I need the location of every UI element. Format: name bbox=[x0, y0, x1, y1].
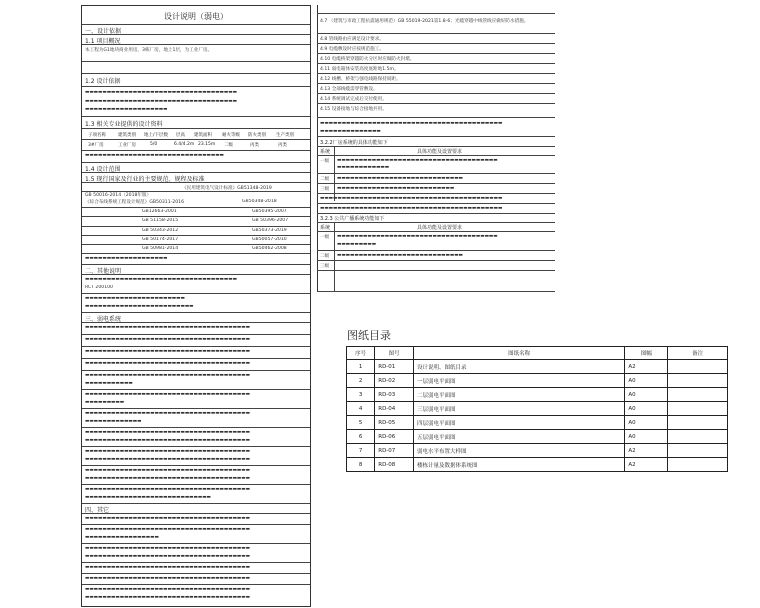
row-note bbox=[668, 402, 728, 416]
row-size: A0 bbox=[625, 402, 668, 416]
row-no: 1 bbox=[347, 360, 375, 374]
row-no: 3 bbox=[347, 388, 375, 402]
row-note bbox=[668, 360, 728, 374]
func-level: 三级 bbox=[320, 264, 330, 269]
table-row bbox=[347, 402, 728, 416]
row-name: 楼栋计量及数据体系统图 bbox=[413, 458, 624, 472]
table-header: 生产类别 bbox=[276, 133, 294, 138]
row-code: RD-06 bbox=[375, 430, 414, 444]
table-row bbox=[347, 388, 728, 402]
group-heading: 3.2.2厂房系统的具体功能如下 bbox=[320, 140, 388, 146]
section-heading: 1.1 项目概况 bbox=[85, 38, 121, 45]
row-size: A0 bbox=[625, 374, 668, 388]
row-no: 2 bbox=[347, 374, 375, 388]
row-name: 三层弱电平面图 bbox=[413, 402, 624, 416]
row-name: 一层弱电平面图 bbox=[413, 374, 624, 388]
note-item: 4.12 线槽、桥架与强电线路保持间距。 bbox=[320, 77, 401, 82]
note-item: 4.14 系统调试完成后交付使用。 bbox=[320, 97, 387, 102]
row-code: RD-03 bbox=[375, 388, 414, 402]
table-header: 建筑类别 bbox=[118, 133, 136, 138]
row-code: RD-05 bbox=[375, 416, 414, 430]
row-no: 7 bbox=[347, 444, 375, 458]
table-cell: 丙类 bbox=[278, 143, 287, 148]
right-notes-panel: 4.7 （建筑与市政工程抗震通用规范）GB 55019-2021第1.8-6；光缆穿越中线管线应做好防水措施。 4.8 管线路由应满足设计要求。 4.9 电缆敷设时应按规范施工。 4.10 电缆桥架穿越防火分区时应做防火封堵。 4.11 弱电箱体安装高度底距地1.5m。 4.12 线槽、桥架与强电线路保持间距。 4.13 全部线缆需穿管敷设。 4.14 系统调试完成后交付使用。 4.15 设备接地与综合接地共用。 ▬▬▬▬▬▬▬▬▬▬▬▬▬▬▬▬▬▬▬▬▬▬▬▬▬▬▬▬▬▬▬▬▬▬▬▬▬▬▬▬▬▬ ▬▬▬▬▬▬▬▬▬▬▬▬▬▬ 3.2.2厂房系统的具体功能如下 系统 具体功能及设置要求 一级 ▬▬▬▬▬▬▬▬▬▬▬▬▬▬▬▬▬▬▬▬▬▬▬▬▬▬▬▬▬▬▬▬▬▬▬▬▬ ▬▬▬▬▬▬▬▬▬▬▬▬ 二级 ▬▬▬▬▬▬▬▬▬▬▬▬▬▬▬▬▬▬▬▬▬▬▬▬▬▬▬▬▬ 三级 ▬▬▬▬▬▬▬▬▬▬▬▬▬▬▬▬▬▬▬▬▬▬▬▬▬▬▬ ▬▬▬▬▬▬▬▬▬▬▬▬▬▬▬▬▬▬▬▬▬▬▬▬▬▬▬▬▬▬▬▬▬▬▬▬▬▬▬▬▬▬ ▬▬▬▬▬▬▬▬▬▬▬▬▬▬▬▬▬▬▬▬▬▬▬▬▬▬▬▬▬▬▬▬▬▬▬▬▬▬▬▬▬▬ 3.2.3 公共广播系统功能如下 系统 具体功能及设置要求 一级 ▬▬▬▬▬▬▬▬▬▬▬▬▬▬▬▬▬▬▬▬▬▬▬▬▬▬▬▬▬▬▬▬▬▬▬▬▬ ▬▬▬▬▬▬▬▬▬ 二级 ▬▬▬▬▬▬▬▬▬▬▬▬▬▬▬▬▬▬▬▬▬▬▬▬▬▬▬▬▬ 三级 bbox=[317, 5, 757, 305]
table-header: 地上/下层数 bbox=[144, 133, 169, 138]
row-code: RD-04 bbox=[375, 402, 414, 416]
row-size: A2 bbox=[625, 444, 668, 458]
table-cell: 工业厂房 bbox=[118, 143, 136, 148]
col-header: 备注 bbox=[668, 347, 728, 360]
row-size: A0 bbox=[625, 388, 668, 402]
table-cell: 5/0 bbox=[150, 142, 158, 147]
func-level: 二级 bbox=[320, 177, 330, 182]
section-heading: 1.5 现行国家及行业的主要规范、规程及标准 bbox=[85, 176, 205, 183]
code-item: GB 50981-2014 bbox=[142, 246, 179, 251]
row-no: 6 bbox=[347, 430, 375, 444]
table-cell: 6.4/4.2m bbox=[174, 142, 195, 147]
drawing-list-title: 图纸目录 bbox=[347, 329, 391, 342]
group-heading: 3.2.3 公共广播系统功能如下 bbox=[320, 216, 385, 222]
table-row bbox=[347, 360, 728, 374]
row-code: RD-01 bbox=[375, 360, 414, 374]
row-no: 4 bbox=[347, 402, 375, 416]
section-heading: 三、弱电系统 bbox=[85, 316, 122, 323]
row-no: 8 bbox=[347, 458, 375, 472]
func-header-system: 系统 bbox=[320, 149, 331, 155]
drawing-list-table bbox=[346, 346, 728, 472]
table-header: 防火类别 bbox=[248, 133, 266, 138]
code-item: GB 50396-2007 bbox=[252, 218, 289, 223]
row-name: 弱电水平布置大样图 bbox=[413, 444, 624, 458]
note-item: 4.10 电缆桥架穿越防火分区时应做防火封堵。 bbox=[320, 57, 415, 62]
code-item: GB50462-2008 bbox=[252, 246, 287, 251]
row-name: 二层弱电平面图 bbox=[413, 388, 624, 402]
code-item: GB 51158-2015 bbox=[142, 218, 179, 223]
note-item: 4.8 管线路由应满足设计要求。 bbox=[320, 37, 384, 42]
row-note bbox=[668, 388, 728, 402]
code-item: GB12663-2001 bbox=[142, 209, 177, 214]
table-cell: 丙类 bbox=[250, 143, 259, 148]
note-item: 4.11 弱电箱体安装高度底距地1.5m。 bbox=[320, 67, 399, 72]
code-item: GB50348-2018 bbox=[242, 199, 277, 204]
table-cell: 3#厂房 bbox=[88, 143, 104, 148]
col-header: 图纸名称 bbox=[413, 347, 624, 360]
row-size: A0 bbox=[625, 430, 668, 444]
row-note bbox=[668, 444, 728, 458]
func-header-desc: 具体功能及设置要求 bbox=[417, 149, 463, 155]
func-level: 三级 bbox=[320, 187, 330, 192]
section-heading: 1.2 设计依据 bbox=[85, 78, 121, 85]
func-level: 一级 bbox=[320, 159, 330, 164]
note-item: 4.13 全部线缆需穿管敷设。 bbox=[320, 87, 378, 92]
table-row bbox=[347, 374, 728, 388]
row-note bbox=[668, 374, 728, 388]
func-header-desc: 具体功能及设置要求 bbox=[417, 225, 463, 231]
code-item: GB50395-2007 bbox=[252, 209, 287, 214]
code-item: 《民用建筑电气设计标准》GB51348-2019 bbox=[182, 186, 272, 191]
row-code: RD-02 bbox=[375, 374, 414, 388]
func-level: 一级 bbox=[320, 235, 330, 240]
func-level: 二级 bbox=[320, 254, 330, 259]
section-heading: 四、其它 bbox=[85, 507, 110, 514]
row-name: 设计说明、图纸目录 bbox=[413, 360, 624, 374]
row-note bbox=[668, 430, 728, 444]
table-header: 子项名称 bbox=[88, 133, 106, 138]
row-size: A2 bbox=[625, 458, 668, 472]
col-header: 图号 bbox=[375, 347, 414, 360]
design-notes-panel: 设计说明（弱电） 一、设计依据 1.1 项目概况 本工程为G1地块商业用房，3栋厂房，地上1层，为工业厂房。 1.2 设计依据 ▬▬▬▬▬▬▬▬▬▬▬▬▬▬▬▬▬▬▬▬▬▬▬▬▬▬▬▬▬▬▬▬▬▬▬ ▬▬▬▬▬▬▬▬▬▬▬▬▬▬▬▬▬▬▬▬▬▬▬▬▬▬▬▬▬▬▬▬▬▬▬ ▬▬▬▬▬▬▬▬▬▬▬▬▬▬▬▬▬▬▬ 1.3 相关专业提供的设计资料 子项名称 建筑类别 地上/下层数 层高 建筑面积 耐火等级 防火类别 生产类别 3#厂房 工业厂房 5/0 6.4/4.2m 23.15m 二级 丙类 丙类 ▬▬▬▬▬▬▬▬▬▬▬▬▬▬▬▬▬▬▬▬▬▬▬▬▬▬▬▬▬▬▬▬ 1.4 设计范围 1.5 现行国家及行业的主要规范、规程及标准 《民用建筑电气设计标准》GB51348-2019 GB 50016-2014（2018年版） 《综合布线系统工程设计规范》GB50311-2016 GB50348-2018 GB12663-2001 GB50395-2007 GB 51158-2015 GB 50396-2007 GB 50343-2012 GB50373-2019 GB 50174-2017 GB50057-2010 GB 50981-2014 GB50462-2008 ▬▬▬▬▬▬▬▬▬▬▬▬▬▬▬▬▬▬▬ 二、其他说明 ▬▬▬▬▬▬▬▬▬▬▬▬▬▬▬▬▬▬▬▬▬▬▬▬▬▬▬▬▬▬▬▬▬▬▬ RCT 200100 ▬▬▬▬▬▬▬▬▬▬▬▬▬▬▬▬▬▬▬▬▬▬▬ ▬▬▬▬▬▬▬▬▬▬▬▬▬▬▬▬▬▬▬▬▬▬▬▬▬ 三、弱电系统 ▬▬▬▬▬▬▬▬▬▬▬▬▬▬▬▬▬▬▬▬▬▬▬▬▬▬▬▬▬▬▬▬▬▬▬▬▬▬ ▬▬▬▬▬▬▬▬▬▬▬▬▬▬▬▬▬▬▬▬▬▬▬▬▬▬▬▬▬▬▬▬▬▬▬▬▬▬ ▬▬▬▬▬▬▬▬▬▬▬▬▬▬▬▬▬▬▬▬▬▬▬▬▬▬▬▬▬▬▬▬▬▬▬▬▬▬ ▬▬▬▬▬▬▬▬▬▬▬▬▬▬▬▬▬▬▬▬▬▬▬▬▬▬▬▬▬▬▬▬▬▬▬▬▬▬ ▬▬▬▬▬▬▬▬▬▬▬▬▬▬▬▬▬▬▬▬▬▬▬▬▬▬▬▬▬▬▬▬▬▬▬▬▬▬ ▬▬▬▬▬▬▬▬▬▬▬ ▬▬▬▬▬▬▬▬▬▬▬▬▬▬▬▬▬▬▬▬▬▬▬▬▬▬▬▬▬▬▬▬▬▬▬▬▬▬ ▬▬▬▬▬▬▬▬▬ ▬▬▬▬▬▬▬▬▬▬▬▬▬▬▬▬▬▬▬▬▬▬▬▬▬▬▬▬▬▬▬▬▬▬▬▬▬▬ ▬▬▬▬▬▬▬▬▬▬▬▬▬ ▬▬▬▬▬▬▬▬▬▬▬▬▬▬▬▬▬▬▬▬▬▬▬▬▬▬▬▬▬▬▬▬▬▬▬▬▬▬ ▬▬▬▬▬▬▬▬▬▬▬▬▬▬▬▬▬▬▬▬▬▬▬▬▬▬▬▬▬▬▬▬▬▬▬▬▬▬ ▬▬▬▬▬▬▬▬▬▬▬▬▬▬▬▬▬▬▬▬▬▬▬▬▬▬▬▬▬▬▬▬▬▬▬▬▬▬ ▬▬▬▬▬▬▬▬▬▬▬▬▬▬▬▬▬▬▬▬▬▬▬▬▬▬▬▬▬▬▬▬▬▬▬▬▬▬ ▬▬▬▬▬▬▬▬▬▬▬▬▬▬▬▬▬▬▬▬▬▬▬▬▬▬▬▬▬▬▬▬▬▬▬▬▬▬ ▬▬▬▬▬▬▬▬▬▬▬▬▬▬▬▬▬▬▬▬▬▬▬▬▬▬▬▬▬▬▬▬▬▬▬▬▬▬ ▬▬▬▬▬▬▬▬▬▬▬▬▬▬▬▬▬▬▬▬▬▬▬▬▬▬▬▬▬▬▬▬▬▬▬▬▬▬ ▬▬▬▬▬▬▬▬▬▬▬▬▬▬▬▬▬▬▬▬▬▬▬▬▬▬▬▬▬ 四、其它 ▬▬▬▬▬▬▬▬▬▬▬▬▬▬▬▬▬▬▬▬▬▬▬▬▬▬▬▬▬▬▬▬▬▬▬▬▬▬ ▬▬▬▬▬▬▬▬▬▬▬▬▬▬▬▬▬▬▬▬▬▬▬▬▬▬▬▬▬▬▬▬▬▬▬▬▬▬ ▬▬▬▬▬▬▬▬▬▬▬▬▬▬▬▬▬ ▬▬▬▬▬▬▬▬▬▬▬▬▬▬▬▬▬▬▬▬▬▬▬▬▬▬▬▬▬▬▬▬▬▬▬▬▬▬ ▬▬▬▬▬▬▬▬▬▬▬▬▬▬▬▬▬▬▬▬▬▬▬▬▬▬▬▬▬▬▬▬▬▬▬▬▬▬ ▬▬▬▬▬▬▬▬▬▬▬▬▬▬▬▬▬▬▬▬▬▬▬▬▬▬▬▬▬▬▬▬▬▬▬▬▬▬ ▬▬▬▬▬▬▬▬▬▬▬▬▬▬▬▬▬▬▬▬▬▬▬▬▬▬▬▬▬▬▬▬▬▬▬▬▬▬ ▬▬▬▬▬▬▬▬▬▬▬▬▬▬▬▬▬▬▬▬▬▬▬▬▬▬▬▬▬▬▬▬▬▬▬▬▬▬ ▬▬▬▬▬▬▬▬▬▬▬▬▬▬▬▬▬▬▬▬▬▬▬▬▬▬▬▬▬▬▬▬▬▬▬▬▬▬ bbox=[81, 5, 311, 607]
table-header: 建筑面积 bbox=[194, 133, 212, 138]
section-heading: 二、其他说明 bbox=[85, 268, 122, 275]
table-row bbox=[347, 416, 728, 430]
row-no: 5 bbox=[347, 416, 375, 430]
section-heading: 一、设计依据 bbox=[85, 28, 122, 35]
row-code: RD-08 bbox=[375, 458, 414, 472]
code-item: GB 50174-2017 bbox=[142, 237, 179, 242]
row-code: RD-07 bbox=[375, 444, 414, 458]
table-row bbox=[347, 444, 728, 458]
table-header: 耐火等级 bbox=[222, 133, 240, 138]
row-name: 五层弱电平面图 bbox=[413, 430, 624, 444]
table-row bbox=[347, 458, 728, 472]
col-header: 序号 bbox=[347, 347, 375, 360]
code-item: GB 50343-2012 bbox=[142, 228, 179, 233]
code-item: GB50373-2019 bbox=[252, 228, 287, 233]
table-header: 层高 bbox=[176, 133, 185, 138]
rct-code: RCT 200100 bbox=[85, 285, 113, 290]
note-item: 4.15 设备接地与综合接地共用。 bbox=[320, 107, 387, 112]
func-header-system: 系统 bbox=[320, 225, 331, 231]
table-row bbox=[347, 430, 728, 444]
row-name: 四层弱电平面图 bbox=[413, 416, 624, 430]
col-header: 图幅 bbox=[625, 347, 668, 360]
row-size: A2 bbox=[625, 360, 668, 374]
code-item: GB50057-2010 bbox=[252, 237, 287, 242]
row-note bbox=[668, 458, 728, 472]
design-notes-title: 设计说明（弱电） bbox=[164, 12, 228, 21]
section-heading: 1.4 设计范围 bbox=[85, 166, 121, 173]
project-overview: 本工程为G1地块商业用房，3栋厂房，地上1层，为工业厂房。 bbox=[85, 48, 213, 53]
row-note bbox=[668, 416, 728, 430]
section-heading: 1.3 相关专业提供的设计资料 bbox=[85, 121, 163, 128]
code-item: GB 50016-2014（2018年版） bbox=[85, 193, 152, 198]
code-item: 《综合布线系统工程设计规范》GB50311-2016 bbox=[85, 200, 184, 205]
row-size: A0 bbox=[625, 416, 668, 430]
table-cell: 23.15m bbox=[198, 142, 216, 147]
table-cell: 二级 bbox=[224, 143, 233, 148]
note-item: 4.7 （建筑与市政工程抗震通用规范）GB 55019-2021第1.8-6；光缆穿越中线管线应做好防水措施。 bbox=[320, 19, 529, 24]
note-item: 4.9 电缆敷设时应按规范施工。 bbox=[320, 47, 384, 52]
